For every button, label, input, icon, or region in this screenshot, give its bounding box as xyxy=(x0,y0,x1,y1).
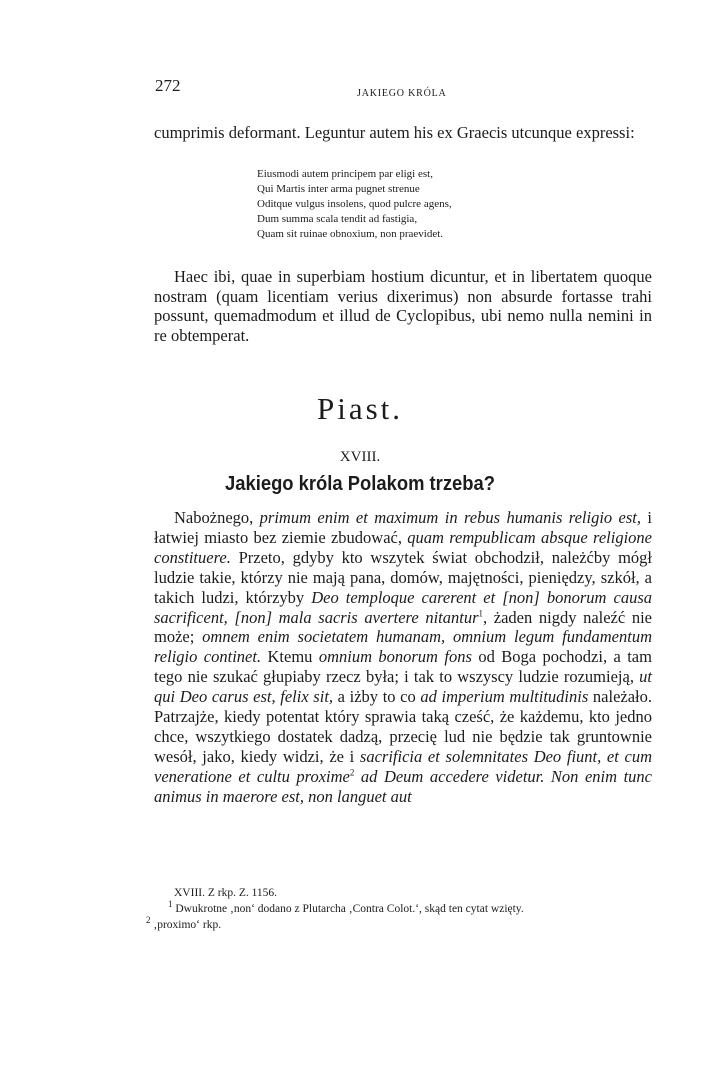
source-note: XVIII. Z rkp. Z. 1156. xyxy=(174,887,278,899)
verse-line: Oditque vulgus insolens, quod pulcre agens, xyxy=(257,198,452,210)
section-subtitle: Jakiego króla Polakom trzeba? xyxy=(225,473,495,495)
intro-paragraph: cumprimis deformant. Leguntur autem his ex Graecis utcunque expressi: xyxy=(154,123,635,142)
section-title: Piast. xyxy=(316,391,404,426)
verse-line: Quam sit ruinae obnoxium, non praevidet. xyxy=(257,228,444,240)
footnote-2 xyxy=(146,917,652,933)
verse-line: Qui Martis inter arma pugnet strenue xyxy=(257,183,420,195)
text-run: Nabożnego, xyxy=(174,508,260,527)
main-text xyxy=(154,508,652,807)
latin-phrase: ad imperium multitudinis xyxy=(420,687,589,707)
footnote-mark: 1 xyxy=(168,899,173,910)
footnote-1 xyxy=(154,901,652,917)
footnote-ref: 1 xyxy=(478,608,483,619)
latin-phrase: primum enim et maximum in rebus humanis religio est, xyxy=(259,508,642,527)
latin-phrase: Deo temploque carerent et [non] bonorum causa sacrificent, [non] mala sacris avertere nitantur xyxy=(154,587,652,627)
page-number: 272 xyxy=(155,76,181,95)
footnote-text: ‚proximo‘ rkp. xyxy=(150,919,222,931)
verse-line: Eiusmodi autem principem par eligi est, xyxy=(257,168,433,180)
running-head: JAKIEGO KRÓLA xyxy=(357,88,447,99)
text-run: należało. Patrzajże, kiedy potentat który sprawia taką cześć, że każdemu, kto jedno chce, wszytkiego dostatek dadzą, przecię lud nie będzie tak gruntownie wesół, jako, kiedy widzi, że i xyxy=(154,687,652,766)
latin-phrase: omnem enim societatem humanam, omnium legum fundamentum religio continet. xyxy=(154,627,652,667)
section-number: XVIII. xyxy=(339,449,381,465)
footnote-text: Dwukrotne ‚non‘ dodano z Plutarcha ‚Contra Colot.‘, skąd ten cytat wzięty. xyxy=(172,903,524,915)
footnotes xyxy=(146,885,652,933)
text-run: Przeto, gdyby kto wszytek świat obchodził, należćby mógł ludzie takie, którzy nie mają pana, domów, majętności, pieniędzy, szkół, a takich ludzi, którzyby xyxy=(154,547,652,607)
text-run: i łatwiej miasto bez ziemie zbudować, xyxy=(154,508,653,547)
footnote-ref: 2 xyxy=(349,767,355,778)
latin-phrase: ad Deum accedere videtur. Non enim tunc animus in maerore est, non languet aut xyxy=(154,766,652,806)
footnote-mark: 2 xyxy=(146,915,151,926)
latin-phrase: sacrificia et solemnitates Deo fiunt, et cum veneratione et cultu proxime xyxy=(154,746,652,786)
verse-quotation xyxy=(257,167,452,242)
text-run: a iżby to co xyxy=(333,687,421,707)
text-run: Ktemu xyxy=(261,647,319,667)
text-run: od Boga pochodzi, a tam tego nie szukać głupiaby rzecz była; i tak to wszyscy ludzie rozumieją, xyxy=(154,647,652,687)
text-run: , żaden nigdy naleźć nie może; xyxy=(154,607,653,647)
latin-phrase: ut qui Deo carus est, felix sit, xyxy=(154,667,652,707)
latin-phrase: omnium bonorum fons xyxy=(318,647,472,667)
latin-phrase: quam rempublicam absque religione constituere. xyxy=(154,527,653,567)
verse-line: Dum summa scala tendit ad fastigia, xyxy=(257,213,418,225)
second-paragraph: Haec ibi, quae in superbiam hostium dicuntur, et in libertatem quoque nostram (quam licentiam verius dixerimus) non absurde fortasse trahi possunt, quemadmodum et illud de Cyclopibus, ubi nemo nulla nemini in re obtemperat. xyxy=(154,267,652,345)
